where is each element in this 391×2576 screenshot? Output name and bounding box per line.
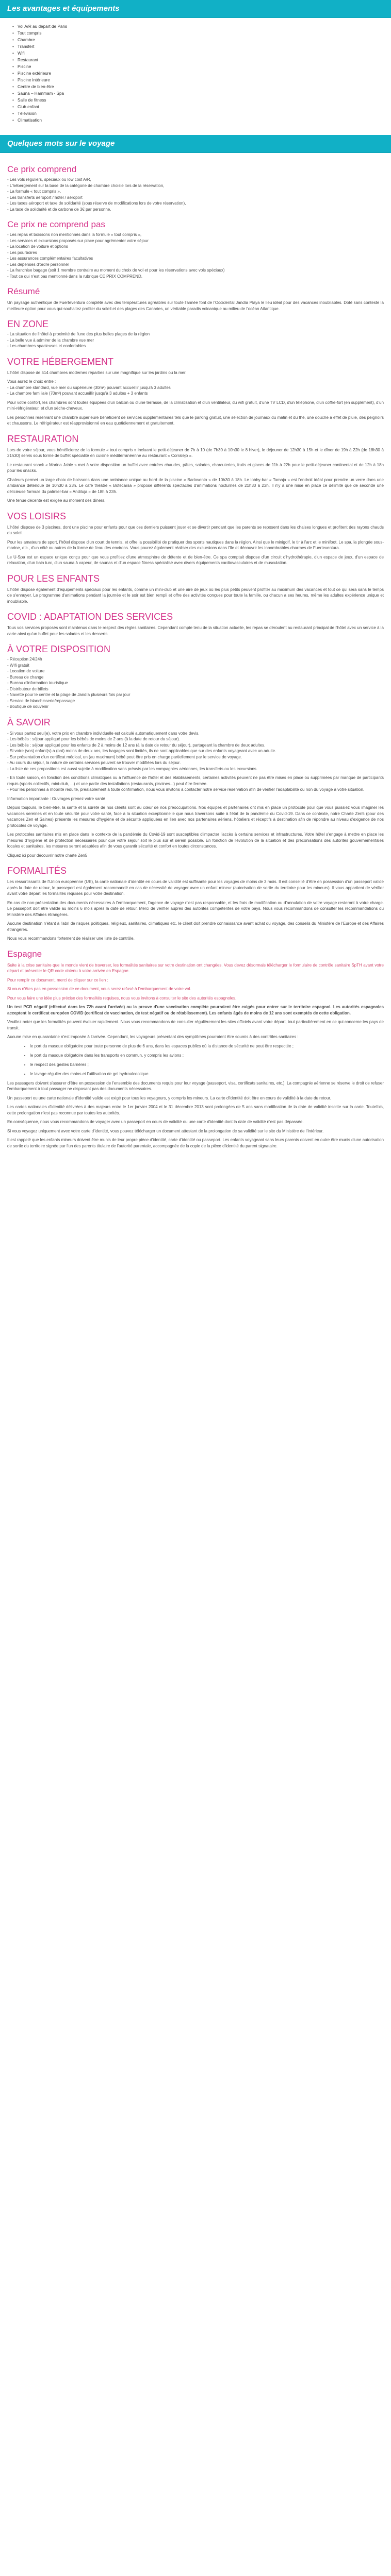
facility-item: - Boutique de souvenir: [7, 704, 49, 709]
price-excludes-item: - Les dépenses d'ordre personnel: [7, 262, 69, 267]
equipment-item: • Sauna – Hammam - Spa: [18, 90, 391, 97]
summary-text: Un paysage authentique de Fuerteventura complété avec des températures agréables sur toute l'année font de l'Occidental Jandía Playa le lieu idéal pour des vacances inoubliables. Doté sans conteste la meilleure option pour vous qui souhaitez profiter du soleil et des plages des Canaries, un véritable paradis volcanique au milieu de l'océan Atlantique.: [7, 300, 384, 311]
good-to-know-title: À SAVOIR: [7, 717, 51, 727]
spain-p13: Il est rappelé que les enfants mineurs doivent être munis de leur propre pièce d'identité, carte d'identité ou passeport. Les enfants voyageant sans leurs parents doivent en outre être munis d'une autorisation de sortie du territoire signée par l'un des parents titulaire de l'autorité parentale, accompagnée de la copie de la pièce d'identité du parent signataire.: [7, 1138, 384, 1148]
leisure-p3: Le U-Spa est un espace unique conçu pour que vous profitiez d'une atmosphère de détente et de bien-être. Ce spa comptait dispose d'un circuit d'hydrothérapie, d'un espace de jeux, d'un espace de relaxation, d'un bain turc, d'un sauna à vapeur, de saunas et d'un espace fitness spécialisé avec divers équipements cardiovasculaires et de musculation.: [7, 554, 384, 565]
leisure-p1: L'hôtel dispose de 3 piscines, dont une piscine pour enfants pour que ces derniers puissent jouer et se divertir pendant que les parents se reposent dans les chaises longues et profitent des rayons chauds du soleil.: [7, 524, 384, 535]
formalities-p4: Nous vous recommandons fortement de réaliser une liste de contrôle.: [7, 936, 135, 941]
dining-title: RESTAURATION: [7, 433, 79, 444]
equipment-item: • Club enfant: [18, 104, 391, 110]
equipment-item: • Transfert: [18, 43, 391, 50]
price-includes-item: - Les taxes aéroport et taxe de solidarité (sous réserve de modifications lors de votre réservation),: [7, 201, 186, 206]
spain-p8: Les passagers doivent s'assurer d'être en possession de l'ensemble des documents requis pour leur voyage (passeport, visa, certificats sanitaires, etc.). La compagnie aérienne se réserve le droit de refuser l'embarquement à tout passager ne disposant pas des documents nécessaires.: [7, 1080, 384, 1091]
price-includes-item: - Les vols réguliers, spéciaux ou low cost A/R,: [7, 177, 91, 182]
facility-item: - Wifi gratuit: [7, 663, 29, 668]
spain-p11: En conséquence, nous vous recommandons de voyager avec un passeport en cours de validité ou une carte d'identité dont la date de validité n'est pas dépassée.: [7, 1120, 304, 1124]
equipment-item: • Climatisation: [18, 117, 391, 124]
price-includes-list: [7, 177, 384, 212]
price-excludes-item: - Les services et excursions proposés sur place pour agrémenter votre séjour: [7, 238, 149, 243]
price-includes-item: - L'hébergement sur la base de la catégorie de chambre choisie lors de la réservation,: [7, 183, 165, 188]
good-to-know-p3: Information importante : Ouvrages prenez votre santé: [7, 796, 105, 801]
facilities-list: [7, 656, 384, 710]
equipment-item: • Tout compris: [18, 30, 391, 37]
equipment-item: • Wifi: [18, 50, 391, 57]
equipment-item: • Salle de fitness: [18, 97, 391, 104]
formalities-title: FORMALITÉS: [7, 866, 67, 876]
spain-p2[interactable]: Pour remplir ce document, merci de cliquer sur ce lien :: [7, 977, 108, 982]
kids-p1: L'hôtel dispose également d'équipements spéciaux pour les enfants, comme un mini-club et une aire de jeux où les plus petits peuvent profiter au maximum des vacances et tout ce qui sera sans le temps de s'ennuyer. Le programme d'animations pendant la journée et le soir est bien rempli et offre des activités conçues pour toute la famille, ou chacun a ses heures, même les adultes expérience unique et inoubliable.: [7, 587, 384, 604]
dining-p3: Chaleurs permet un large choix de boissons dans une ambiance unique au bord de la piscine « Barlovento » de 10h30 à 18h. Le lobby-bar « Tamaja » est l'endroit idéal pour prendre un verre dans une ambiance détendue de 10h30 à 23h. Le café théâtre « Botecarsa » propose différents spectacles d'animations nocturnes de 21h30 à 23h. Il n'y a une mise en place ce délimité que de seconde une délicieuse formule du palmier-bar « Andiluja » de 18h à 23h.: [7, 477, 384, 494]
spain-title: Espagne: [7, 948, 42, 959]
dining-p1: Lors de votre séjour, vous bénéficierez de la formule « tout compris » incluant le petit-déjeuner de 7h à 10 (de 7h30 à 10h30 le 8 hiver), le déjeuner de 12h30 à 15h et le dîner de 19h à 22h (de 18h30 à 21h30) servis sous forme de buffet spécialité en cuisine méditerranéenne au restaurant « Corralejo ».: [7, 447, 384, 458]
zone-title: EN ZONE: [7, 319, 49, 329]
price-excludes-item: - La franchise bagage (soit 1 membre contraire au moment du choix de vol et pour les réservations avec vols spéciaux): [7, 268, 225, 273]
list-item: • le lavage régulier des mains et l'utilisation de gel hydroalcoolique.: [30, 1071, 384, 1077]
facility-item: - Location de voiture: [7, 669, 45, 673]
price-excludes-item: - La location de voiture et options: [7, 244, 68, 249]
formalities-p1: Les ressortissants de l'Union européenne (UE), la carte nationale d'identité en cours de validité est suffisante pour les voyages de moins de 3 mois. Il est conseillé d'être en possession d'un passeport valide après la date de retour, le passeport est également recommandé en cas de nécessité de voyager avec un enfant mineur (autorisation de sortie du territoire pour les mineurs). Il vous appartient de vérifier avant votre départ les formalités requises pour votre destination.: [7, 879, 384, 896]
facility-item: - Réception 24/24h: [7, 657, 42, 662]
covid-p1: Tous vos services proposés sont maintenus dans le respect des règles sanitaires. Cependant compte tenu de la situation actuelle, les repas se déroulent au restaurant principal de l'hôtel avec un service à la carte ainsi qu'un buffet pour les salades et les desserts.: [7, 625, 384, 636]
accommodation-p4: Les personnes réservant une chambre supérieure bénéficient de services supplémentaires tels que le parking gratuit, une sélection de journaux du matin et du thé, une douche à effet de pluie, des peignoirs et chaussons. Le réfrigérateur est réapprovisionné en eau quotidiennement et gratuitement.: [7, 415, 384, 426]
price-includes-title: Ce prix comprend: [7, 164, 77, 174]
leisure-p2: Pour les amateurs de sport, l'hôtel dispose d'un court de tennis, et offre la possibilité de pratiquer des sports nautiques dans la région. Ainsi que le minigolf, le tir à l'arc et le minifoot. Le spa, la plongée sous-marine, etc., d'un côté ou autres de la forme de l'eau des environs. Vous pourez également réaliser des excursions dans l'île et découvrir les innombrables charmes de Fuerteventura.: [7, 539, 384, 550]
spain-p6: Veuillez noter que les formalités peuvent évoluer rapidement. Nous vous recommandons de consulter régulièrement les sites officiels avant votre départ, tout particulièrement en ce qui concerne les pays de transit.: [7, 1020, 384, 1030]
equipment-item: • Restaurant: [18, 57, 391, 63]
good-to-know-p4: Depuis toujours, le bien-être, la santé et la sûreté de nos clients sont au cœur de nos préoccupations. Nos équipes et partenaires ont mis en place un protocole pour que vous puissiez vous imaginer les vacances sereines et en toute sécurité pour votre santé, face à la situation exceptionnelle que nous traversons suite à l'état de la pandémie du Covid-19. Dans ce contexte, notre Charte Zen5 (pour des vacances Zen et Saines) présente les mesures d'hygiène et de sécurité appliquées en lien avec nos partenaires aériens, hôteliers et réceptifs à destination afin de répondre au niveau d'exigence de nos protocoles de voyage.: [7, 805, 384, 828]
accommodation-p3: Pour votre confort, les chambres sont toutes équipées d'un balcon ou d'une terrasse, de la climatisation et d'un ventilateur, du wifi gratuit, d'une TV LCD, d'un téléphone, d'un coffre-fort (en supplément), d'un mini-réfrigérateur, et d'un sèche-cheveux.: [7, 400, 384, 411]
facility-item: - Bureau de change: [7, 674, 44, 680]
price-excludes-item: - Les assurances complémentaires facultatives: [7, 256, 93, 261]
equipment-item: • Télévision: [18, 110, 391, 117]
formalities-p2: En cas de non-présentation des documents nécessaires à l'embarquement, l'agence de voyage n'est pas responsable, et les frais de modification ou d'annulation de votre voyage resteront à votre charge. Le passeport doit être valide au moins 6 mois après la date de retour. Merci de vérifier auprès des autorités compétentes de votre pays. Nous vous recommandons de consulter les recommandations du Ministère des Affaires étrangères.: [7, 900, 384, 917]
good-to-know-p2: - En toute saison, en fonction des conditions climatiques ou à l'affluence de l'hôtel et des établissements, certaines activités peuvent ne pas être mises en place ou supprimées par manque de participants requis (sports collectifs, mini-club, ...) et une partie des installations (restaurants, piscines...) peut être fermée. - Pour les personnes à mobilité réduite, préalablement à toute confirmation, nous vous invitons à contacter notre service réservation afin de vérifier l'adaptabilité ou non du voyage à votre situation.: [7, 775, 384, 792]
list-item: • le port du masque obligatoire pour toute personne de plus de 6 ans, dans les espaces publics où la distance de sécurité ne peut être respectée ;: [30, 1043, 384, 1049]
facility-item: - Bureau d'information touristique: [7, 681, 68, 685]
dining-p2: Le restaurant snack « Marina Jable » met à votre disposition un buffet avec entrées chaudes, pâtes, salades, charcuteries, fruits et glaces de 11h à 22h pour le petit-déjeuner continental et de 12h à 18h pour les snacks.: [7, 462, 384, 473]
price-excludes-title: Ce prix ne comprend pas: [7, 219, 105, 229]
equipment-item: • Piscine: [18, 63, 391, 70]
spain-p5: Un test PCR négatif (effectué dans les 72h avant l'arrivée) ou la preuve d'une vaccination complète pourraient être exigés pour entrer sur le territoire espagnol. Les autorités espagnoles acceptent le certificat européen COVID (certificat de vaccination, de test négatif ou de rétablissement). Les enfants âgés de moins de 12 ans sont exemptés de cette obligation.: [7, 1005, 384, 1015]
covid-title: COVID : ADAPTATION DES SERVICES: [7, 612, 173, 622]
spain-p12: Si vous voyagez uniquement avec votre carte d'identité, vous pouvez télécharger un document attestant de la prolongation de sa validité sur le site du Ministère de l'Intérieur.: [7, 1128, 324, 1133]
spain-p10: Les cartes nationales d'identité délivrées à des majeurs entre le 1er janvier 2004 et le 31 décembre 2013 sont prolongées de 5 ans sans modification de la date de validité inscrite sur la carte. Toutefois, cette prolongation n'est pas reconnue par toutes les autorités.: [7, 1105, 384, 1115]
zone-item: - La belle vue à admirer de la chambre vue mer: [7, 337, 94, 343]
price-excludes-item: - Tout ce qui n'est pas mentionné dans la rubrique CE PRIX COMPREND.: [7, 274, 142, 279]
about-trip-band: Quelques mots sur le voyage: [0, 135, 391, 153]
accommodation-title: VOTRE HÉBERGEMENT: [7, 356, 114, 367]
trip-content: [0, 153, 391, 1156]
facilities-title: À VOTRE DISPOSITION: [7, 644, 111, 654]
zone-list: [7, 331, 384, 349]
zone-item: - La situation de l'hôtel à proximité de l'une des plus belles plages de la région: [7, 332, 150, 336]
equipment-item: • Centre de bien-être: [18, 83, 391, 90]
accommodation-p1: L'hôtel dispose de 514 chambres modernes réparties sur une magnifique sur les jardins ou la mer.: [7, 370, 187, 375]
summary-title: Résumé: [7, 286, 40, 296]
facility-item: - Navette pour le centre et la plage de Jandía plusieurs fois par jour: [7, 692, 131, 697]
page: [0, 0, 391, 1156]
accommodation-p2: Vous aurez le choix entre : - La chambre standard, vue mer ou supérieure (30m²) pouvant accueillir jusqu'à 3 adultes - La chambre familiale (70m²) pouvant accueillir jusqu'à 3 adultes + 3 enfants: [7, 379, 171, 396]
spain-p7: Aucune mise en quarantaine n'est imposée à l'arrivée. Cependant, les voyageurs présentant des symptômes pourraient être soumis à des contrôles sanitaires :: [7, 1035, 299, 1039]
good-to-know-p5: Les protocoles sanitaires mis en place dans le contexte de la pandémie du Covid-19 sont susceptibles d'impacter l'accès à certains services et infrastructures. Votre hôtel s'engage à mettre en place les mesures d'hygiène et de protection nécessaires pour que votre séjour soit le plus sûr et serein possible. En fonction de l'évolution de la situation et des préconisations des autorités gouvernementales locales et sanitaires, les mesures seront adaptées afin de vous garantir sécurité et confort en toutes circonstances.: [7, 832, 384, 849]
price-includes-item: - Les transferts aéroport / hôtel / aéroport: [7, 195, 83, 200]
facility-item: - Service de blanchisserie/repassage: [7, 698, 75, 703]
list-item: • le respect des gestes barrières ;: [30, 1062, 384, 1068]
equipment-item: • Chambre: [18, 37, 391, 43]
good-to-know-p1: - Si vous partez seul(e), votre prix en chambre individuelle est calculé automatiquement dans votre devis. - Les bébés : séjour appliqué pour les bébés de moins de 2 ans (à la date de retour du séjour). - Les bébés : séjour appliqué pour les enfants de 2 à moins de 12 ans (à la date de retour du séjour), partageant la chambre de deux adultes. - Si votre (vos) enfant(s) a (ont) moins de deux ans, les bagages sont limités, ils ne sont applicables que sur des enfants voyageant avec un adulte. - Sur présentation d'un certificat médical, un (au maximum) bébé peut être pris en charge partiellement par le service de voyage. - Au cours du séjour, la nature de certains services peuvent se trouver modifiées lors du séjour. - La liste de ces propositions est aussi sujette à modification sans préavis par les compagnies aériennes, les transferts ou les excursions.: [7, 731, 276, 771]
price-excludes-item: - Les pourboires: [7, 250, 37, 255]
equipment-item: • Piscine extérieure: [18, 70, 391, 77]
equipment-item: • Vol A/R au départ de Paris: [18, 23, 391, 30]
spain-rules-list: [7, 1043, 384, 1077]
spain-p3: Si vous n'êtes pas en possession de ce document, vous serez refusé à l'embarquement de votre vol.: [7, 987, 191, 991]
equipment-band: Les avantages et équipements: [0, 0, 391, 18]
leisure-title: VOS LOISIRS: [7, 511, 67, 521]
price-excludes-item: - Les repas et boissons non mentionnés dans la formule « tout compris »,: [7, 232, 142, 237]
charter-link[interactable]: Cliquez ici pour découvrir notre charte Zen5: [7, 853, 88, 858]
equipment-list: [0, 23, 391, 124]
price-includes-item: - La formule « tout compris »,: [7, 189, 61, 194]
spain-p1: Suite à la crise sanitaire que le monde vient de traverser, les formalités sanitaires sur votre destination ont changées. Vous devez désormais télécharger le formulaire de contrôle sanitaire SpTH avant votre départ et présenter le QR code obtenu à votre arrivée en Espagne.: [7, 962, 384, 973]
kids-title: POUR LES ENFANTS: [7, 573, 100, 584]
dining-p4: Une tenue décente est exigée au moment des dîners.: [7, 498, 106, 503]
spain-p9: Un passeport ou une carte nationale d'identité valide est exigé pour tous les voyageurs, y compris les mineurs. La carte d'identité doit être en cours de validité à la date du retour.: [7, 1095, 331, 1100]
facility-item: - Distributeur de billets: [7, 686, 48, 691]
formalities-p3: Aucune destination n'étant à l'abri de risques politiques, religieux, sanitaires, climatiques etc. le client doit prendre connaissance avant achat du voyage, des conseils du Ministère de l'Europe et des Affaires étrangères.: [7, 921, 384, 932]
price-excludes-list: [7, 232, 384, 279]
equipment-item: • Piscine intérieure: [18, 77, 391, 83]
price-includes-item: - La taxe de solidarité et de carbone de 3€ par personne.: [7, 207, 111, 212]
spain-p4: Pour vous faire une idée plus précise des formalités requises, nous vous invitons à consulter le site des autorités espagnoles.: [7, 995, 237, 1001]
list-item: • le port du masque obligatoire dans les transports en commun, y compris les avions ;: [30, 1053, 384, 1059]
zone-item: - Les chambres spacieuses et confortables: [7, 344, 86, 348]
